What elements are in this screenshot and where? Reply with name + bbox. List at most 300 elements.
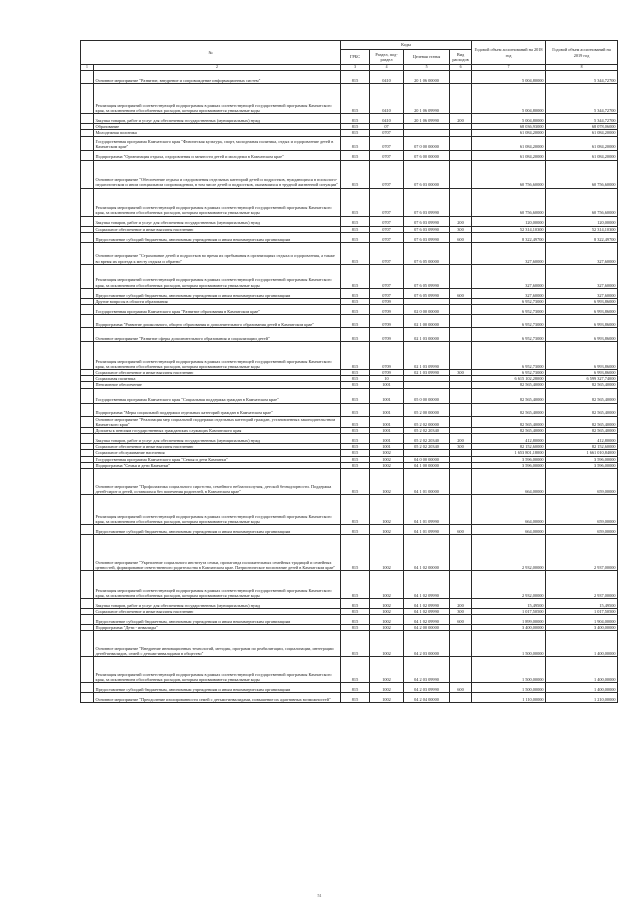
cell-target-article: 04 2 03 09990: [404, 657, 450, 683]
cell-index: [81, 495, 94, 525]
cell-expense-type: [450, 342, 472, 370]
cell-target-article: 04 1 02 00000: [404, 535, 450, 571]
header-year-2019: Годовой объем ассигнований на 2019 год: [546, 41, 618, 65]
cell-target-article: 04 1 01 09990: [404, 525, 450, 535]
budget-sheet: [80, 40, 617, 703]
header-grbs: ГРБС: [341, 50, 370, 65]
cell-target-article: 02 1 00 00000: [404, 315, 450, 328]
cell-grbs: 815: [341, 388, 370, 403]
cell-razdel: 0707: [370, 232, 404, 242]
table-row: [81, 71, 618, 84]
cell-razdel: 1002: [370, 631, 404, 657]
cell-amount-2019: 82 565,40000: [546, 403, 618, 416]
cell-amount-2018: 15,49500: [472, 599, 546, 609]
cell-grbs: 815: [341, 376, 370, 382]
cell-target-article: 02 1 03 00000: [404, 328, 450, 342]
cell-grbs: 815: [341, 232, 370, 242]
table-row: [81, 315, 618, 328]
cell-name: Основное мероприятие "Развитие сферы дополнительного образования и социализации детей": [94, 328, 341, 342]
page-number: 51: [317, 893, 322, 898]
cell-amount-2018: 82 565,40000: [472, 416, 546, 427]
cell-amount-2019: 1 661 010,84000: [546, 450, 618, 456]
cell-expense-type: [450, 71, 472, 84]
header-num: №: [81, 41, 341, 65]
cell-expense-type: 600: [450, 232, 472, 242]
cell-index: [81, 693, 94, 703]
cell-name: Подпрограмма "Организация отдыха, оздоровления и занятости детей и молодежи в Камчатском крае": [94, 150, 341, 160]
cell-amount-2019: 412,80000: [546, 434, 618, 444]
cell-amount-2018: 120,00000: [472, 216, 546, 226]
cell-index: [81, 525, 94, 535]
cell-razdel: 0707: [370, 226, 404, 232]
cell-grbs: 815: [341, 242, 370, 264]
cell-amount-2018: 6 952,73000: [472, 328, 546, 342]
cell-target-article: 07 6 03 09990: [404, 226, 450, 232]
table-row: [81, 495, 618, 525]
cell-amount-2019: 8 322,49700: [546, 232, 618, 242]
cell-amount-2019: 61 084,20000: [546, 130, 618, 136]
cell-razdel: 0707: [370, 188, 404, 216]
table-row: [81, 328, 618, 342]
table-row: [81, 232, 618, 242]
table-row: [81, 216, 618, 226]
cell-target-article: 04 1 01 09990: [404, 495, 450, 525]
cell-name: Закупка товаров, работ и услуг для обеспечения государственных (муниципальных) нужд: [94, 434, 341, 444]
cell-grbs: 815: [341, 370, 370, 376]
cell-grbs: 815: [341, 124, 370, 130]
table-header: [81, 41, 618, 71]
cell-index: [81, 469, 94, 495]
cell-expense-type: 600: [450, 525, 472, 535]
cell-amount-2019: 1 400,00000: [546, 683, 618, 693]
cell-razdel: 1001: [370, 428, 404, 434]
cell-amount-2018: 664,00000: [472, 525, 546, 535]
cell-grbs: 815: [341, 683, 370, 693]
cell-razdel: 0709: [370, 342, 404, 370]
cell-target-article: 04 1 00 00000: [404, 462, 450, 468]
cell-index: [81, 342, 94, 370]
cell-amount-2019: 5 344,72700: [546, 71, 618, 84]
cell-razdel: 10: [370, 376, 404, 382]
cell-amount-2018: 5 004,80000: [472, 71, 546, 84]
cell-target-article: 07 6 03 09990: [404, 232, 450, 242]
cell-index: [81, 683, 94, 693]
table-row: [81, 571, 618, 599]
cell-razdel: 0707: [370, 150, 404, 160]
table-row: [81, 469, 618, 495]
cell-amount-2019: 3 596,00000: [546, 462, 618, 468]
cell-amount-2018: 1 500,00000: [472, 631, 546, 657]
cell-grbs: 815: [341, 342, 370, 370]
cell-amount-2018: 412,80000: [472, 434, 546, 444]
cell-name: Предоставление субсидий бюджетным, автономным учреждениям и иным некоммерческим организациям: [94, 683, 341, 693]
cell-amount-2019: 3 596,00000: [546, 456, 618, 462]
cell-index: [81, 615, 94, 625]
cell-amount-2019: 5 344,72700: [546, 114, 618, 124]
cell-razdel: 1002: [370, 450, 404, 456]
cell-index: [81, 305, 94, 315]
cell-index: [81, 150, 94, 160]
cell-index: [81, 114, 94, 124]
cell-index: [81, 631, 94, 657]
cell-name: Другие вопросы в области образования: [94, 298, 341, 304]
cell-name: Предоставление субсидий бюджетным, автономным учреждениям и иным некоммерческим организациям: [94, 615, 341, 625]
cell-amount-2019: 6 993,86000: [546, 305, 618, 315]
cell-expense-type: [450, 571, 472, 599]
cell-grbs: 815: [341, 434, 370, 444]
cell-razdel: 1002: [370, 525, 404, 535]
cell-amount-2018: 82 565,40000: [472, 403, 546, 416]
cell-expense-type: 300: [450, 370, 472, 376]
cell-index: [81, 657, 94, 683]
cell-target-article: 20 1 06 09990: [404, 114, 450, 124]
cell-amount-2018: 3 400,00000: [472, 625, 546, 631]
cell-target-article: 04 1 01 00000: [404, 469, 450, 495]
cell-grbs: 815: [341, 288, 370, 298]
cell-target-article: 05 2 02 20340: [404, 444, 450, 450]
cell-target-article: 05 0 00 00000: [404, 388, 450, 403]
cell-grbs: 815: [341, 693, 370, 703]
cell-amount-2018: 60 756,60000: [472, 188, 546, 216]
cell-index: [81, 71, 94, 84]
cell-razdel: 1002: [370, 657, 404, 683]
table-row: [81, 403, 618, 416]
cell-target-article: 05 2 00 00000: [404, 403, 450, 416]
cell-expense-type: [450, 264, 472, 288]
cell-expense-type: [450, 631, 472, 657]
cell-razdel: 0709: [370, 315, 404, 328]
cell-amount-2019: 1 400,00000: [546, 657, 618, 683]
cell-amount-2018: 1 653 801,18000: [472, 450, 546, 456]
cell-index: [81, 403, 94, 416]
cell-name: Предоставление субсидий бюджетным, автономным учреждениям и иным некоммерческим организациям: [94, 232, 341, 242]
cell-amount-2018: 6 952,73000: [472, 370, 546, 376]
cell-grbs: 815: [341, 160, 370, 188]
table-row: [81, 525, 618, 535]
cell-amount-2019: 327,60000: [546, 264, 618, 288]
cell-name: Социальная политика: [94, 376, 341, 382]
cell-name: Основное мероприятие "Внедрение инновационных технологий, методик, программ по реабилитации, социализации, интеграции детей-инвалидов, семей с детьми-инвалидами в общество": [94, 631, 341, 657]
cell-grbs: 815: [341, 114, 370, 124]
cell-target-article: 05 2 02 20340: [404, 434, 450, 444]
table-row: [81, 693, 618, 703]
cell-amount-2019: 15,49500: [546, 599, 618, 609]
cell-grbs: 815: [341, 599, 370, 609]
cell-index: [81, 242, 94, 264]
cell-target-article: 04 2 03 00000: [404, 631, 450, 657]
cell-expense-type: [450, 693, 472, 703]
cell-grbs: 815: [341, 130, 370, 136]
cell-grbs: 815: [341, 84, 370, 114]
cell-amount-2019: 6 993,86000: [546, 370, 618, 376]
cell-target-article: 07 6 05 00000: [404, 242, 450, 264]
cell-name: Подпрограмма "Семья и дети Камчатки": [94, 462, 341, 468]
cell-name: Реализация мероприятий соответствующей подпрограммы в рамках соответствующей государственной программы Камчатского края, за исключением обособленных расходов, которым присваиваются уникальные коды: [94, 495, 341, 525]
table-row: [81, 342, 618, 370]
cell-amount-2018: 52 314,10300: [472, 226, 546, 232]
cell-razdel: 0707: [370, 264, 404, 288]
cell-razdel: 1002: [370, 615, 404, 625]
cell-grbs: 815: [341, 462, 370, 468]
header-year-2018: Годовой объем ассигнований на 2018 год: [472, 41, 546, 65]
cell-amount-2018: 61 084,20000: [472, 130, 546, 136]
cell-amount-2018: 1 500,00000: [472, 657, 546, 683]
cell-amount-2018: 3 596,00000: [472, 456, 546, 462]
cell-razdel: 07: [370, 124, 404, 130]
cell-amount-2018: 327,60000: [472, 264, 546, 288]
cell-grbs: 815: [341, 150, 370, 160]
cell-grbs: 815: [341, 403, 370, 416]
cell-expense-type: [450, 469, 472, 495]
cell-expense-type: 200: [450, 216, 472, 226]
cell-target-article: 04 2 00 00000: [404, 625, 450, 631]
cell-target-article: 04 1 02 09990: [404, 599, 450, 609]
cell-amount-2018: 664,00000: [472, 495, 546, 525]
cell-name: Реализация мероприятий соответствующей подпрограммы в рамках соответствующей государственной программы Камчатского края, за исключением обособленных расходов, которым присваиваются уникальные коды: [94, 342, 341, 370]
cell-amount-2018: 1 500,00000: [472, 683, 546, 693]
cell-grbs: 815: [341, 416, 370, 427]
cell-amount-2018: 6 615 102,28000: [472, 376, 546, 382]
cell-name: Реализация мероприятий соответствующей подпрограммы в рамках соответствующей государственной программы Камчатского края, за исключением обособленных расходов, которым присваиваются уникальные коды: [94, 571, 341, 599]
cell-expense-type: [450, 416, 472, 427]
header-col-number: 1: [81, 65, 94, 71]
cell-target-article: 07 6 03 09990: [404, 216, 450, 226]
cell-amount-2018: 6 952,73000: [472, 305, 546, 315]
cell-amount-2018: 1 110,00000: [472, 693, 546, 703]
cell-amount-2018: 327,60000: [472, 288, 546, 298]
cell-target-article: 04 2 04 00000: [404, 693, 450, 703]
header-col-number: 3: [341, 65, 370, 71]
header-col-number: 6: [450, 65, 472, 71]
cell-amount-2018: 1 899,00000: [472, 615, 546, 625]
cell-expense-type: [450, 315, 472, 328]
cell-name: Реализация мероприятий соответствующей подпрограммы в рамках соответствующей государственной программы Камчатского края, за исключением обособленных расходов, которым присваиваются уникальные коды: [94, 657, 341, 683]
cell-expense-type: 600: [450, 683, 472, 693]
cell-name: Подпрограмма "Развитие дошкольного, общего образования и дополнительного образования детей в Камчатском крае": [94, 315, 341, 328]
cell-index: [81, 216, 94, 226]
cell-amount-2019: 6 599 327,74000: [546, 376, 618, 382]
cell-expense-type: 600: [450, 615, 472, 625]
cell-expense-type: [450, 388, 472, 403]
cell-expense-type: 200: [450, 599, 472, 609]
cell-name: Основное мероприятие "Обеспечение отдыха и оздоровления отдельных категорий детей и подростков, нуждающихся в психолого-педагогическом и ином специальном сопровождении, в том числе детей и подростков, оказавшихся в трудной жизненной ситуации": [94, 160, 341, 188]
cell-index: [81, 328, 94, 342]
cell-name: Пенсионное обеспечение: [94, 382, 341, 388]
cell-amount-2019: 1 400,00000: [546, 631, 618, 657]
cell-expense-type: [450, 136, 472, 150]
cell-razdel: 0707: [370, 216, 404, 226]
cell-grbs: 815: [341, 631, 370, 657]
cell-name: Молодежная политика: [94, 130, 341, 136]
cell-target-article: 02 1 03 09990: [404, 370, 450, 376]
cell-amount-2019: 5 344,72700: [546, 84, 618, 114]
table-row: [81, 535, 618, 571]
cell-target-article: 20 1 06 09990: [404, 84, 450, 114]
cell-amount-2019: 6 993,86000: [546, 298, 618, 304]
cell-name: Основное мероприятие "Страхование детей и подростков во время их пребывания в организациях отдыха и оздоровления, а также во время их проезда к месту отдыха и обратно": [94, 242, 341, 264]
cell-expense-type: 600: [450, 288, 472, 298]
table-row: [81, 288, 618, 298]
cell-grbs: 815: [341, 428, 370, 434]
table-body: [81, 71, 618, 703]
table-row: [81, 434, 618, 444]
cell-target-article: 02 0 00 00000: [404, 305, 450, 315]
table-row: [81, 188, 618, 216]
cell-amount-2019: 82 565,40000: [546, 382, 618, 388]
cell-name: Государственная программа Камчатского края "Физическая культура, спорт, молодежная политика, отдых и оздоровление детей в Камчатском крае": [94, 136, 341, 150]
cell-index: [81, 84, 94, 114]
cell-name: Реализация мероприятий соответствующей подпрограммы в рамках соответствующей государственной программы Камчатского края, за исключением обособленных расходов, которым присваиваются уникальные коды: [94, 188, 341, 216]
cell-index: [81, 160, 94, 188]
cell-amount-2019: 327,60000: [546, 242, 618, 264]
cell-amount-2018: 2 932,00000: [472, 535, 546, 571]
cell-expense-type: [450, 160, 472, 188]
table-row: [81, 657, 618, 683]
cell-razdel: 1002: [370, 469, 404, 495]
cell-expense-type: [450, 84, 472, 114]
cell-amount-2019: 120,00000: [546, 216, 618, 226]
cell-razdel: 0707: [370, 242, 404, 264]
cell-razdel: 1002: [370, 571, 404, 599]
cell-razdel: 0707: [370, 130, 404, 136]
cell-name: Образование: [94, 124, 341, 130]
cell-grbs: 815: [341, 525, 370, 535]
cell-razdel: 1002: [370, 609, 404, 615]
table-row: [81, 615, 618, 625]
cell-target-article: 04 0 00 00000: [404, 456, 450, 462]
cell-name: Государственная программа Камчатского края "Развитие образования в Камчатском крае": [94, 305, 341, 315]
cell-razdel: 0707: [370, 160, 404, 188]
cell-target-article: 07 6 03 09990: [404, 188, 450, 216]
cell-name: Социальное обеспечение и иные выплаты населению: [94, 444, 341, 450]
table-row: [81, 683, 618, 693]
cell-grbs: 815: [341, 450, 370, 456]
cell-amount-2019: 3 400,00000: [546, 625, 618, 631]
cell-name: Основное мероприятие "Преодоление изолированности семей с детьми-инвалидами, повышение их адаптивных возможностей": [94, 693, 341, 703]
cell-target-article: 07 6 00 00000: [404, 150, 450, 160]
cell-name: Социальное обслуживание населения: [94, 450, 341, 456]
header-col-number: 4: [370, 65, 404, 71]
cell-amount-2018: 82 565,40000: [472, 428, 546, 434]
cell-target-article: 07 6 03 00000: [404, 160, 450, 188]
cell-target-article: 02 1 03 09990: [404, 342, 450, 370]
cell-amount-2019: 659,00000: [546, 525, 618, 535]
cell-amount-2019: 1 904,00000: [546, 615, 618, 625]
cell-razdel: 1002: [370, 495, 404, 525]
cell-index: [81, 434, 94, 444]
cell-razdel: 0707: [370, 288, 404, 298]
cell-name: Подпрограмма "Меры социальной поддержки отдельных категорий граждан в Камчатском крае": [94, 403, 341, 416]
cell-name: Реализация мероприятий соответствующей подпрограммы в рамках соответствующей государственной программы Камчатского края, за исключением обособленных расходов, которым присваиваются уникальные коды: [94, 264, 341, 288]
cell-razdel: 0410: [370, 84, 404, 114]
cell-grbs: 815: [341, 136, 370, 150]
cell-amount-2019: 52 314,10300: [546, 226, 618, 232]
cell-expense-type: 300: [450, 444, 472, 450]
cell-amount-2019: 60 756,60000: [546, 160, 618, 188]
cell-grbs: 815: [341, 226, 370, 232]
cell-grbs: 815: [341, 188, 370, 216]
cell-amount-2019: 6 993,86000: [546, 315, 618, 328]
cell-target-article: 04 1 02 09990: [404, 571, 450, 599]
cell-target-article: 04 2 03 09990: [404, 683, 450, 693]
cell-grbs: 815: [341, 264, 370, 288]
cell-amount-2018: 61 084,20000: [472, 150, 546, 160]
cell-razdel: 1001: [370, 434, 404, 444]
table-row: [81, 160, 618, 188]
cell-amount-2018: 3 596,00000: [472, 462, 546, 468]
cell-amount-2018: 60 756,60000: [472, 160, 546, 188]
cell-razdel: 0709: [370, 328, 404, 342]
cell-name: Закупка товаров, работ и услуг для обеспечения государственных (муниципальных) нужд: [94, 216, 341, 226]
header-col-number: 2: [94, 65, 341, 71]
cell-index: [81, 571, 94, 599]
cell-amount-2019: 1 017,50500: [546, 609, 618, 615]
cell-index: [81, 136, 94, 150]
cell-amount-2018: 327,60000: [472, 242, 546, 264]
cell-amount-2018: 6 952,73000: [472, 315, 546, 328]
cell-grbs: 815: [341, 657, 370, 683]
cell-amount-2019: 61 084,20000: [546, 150, 618, 160]
cell-amount-2018: 6 952,73000: [472, 342, 546, 370]
cell-target-article: 05 2 02 00000: [404, 416, 450, 427]
table-row: [81, 599, 618, 609]
cell-razdel: 0410: [370, 114, 404, 124]
cell-amount-2019: 82 565,40000: [546, 388, 618, 403]
cell-razdel: 1001: [370, 403, 404, 416]
header-target-article: Целевая статья: [404, 50, 450, 65]
cell-expense-type: [450, 495, 472, 525]
cell-index: [81, 188, 94, 216]
cell-razdel: 0410: [370, 71, 404, 84]
header-col-number: 8: [546, 65, 618, 71]
cell-amount-2018: 5 004,80000: [472, 114, 546, 124]
cell-grbs: 815: [341, 625, 370, 631]
cell-target-article: 20 1 06 00000: [404, 71, 450, 84]
cell-amount-2019: 6 993,86000: [546, 342, 618, 370]
cell-grbs: 815: [341, 315, 370, 328]
cell-razdel: 1002: [370, 456, 404, 462]
cell-expense-type: 200: [450, 434, 472, 444]
cell-expense-type: [450, 657, 472, 683]
cell-index: [81, 232, 94, 242]
cell-amount-2019: 68 078,06000: [546, 124, 618, 130]
cell-index: [81, 599, 94, 609]
table-row: [81, 242, 618, 264]
cell-razdel: 0709: [370, 370, 404, 376]
cell-razdel: 1002: [370, 599, 404, 609]
cell-amount-2019: 61 084,20000: [546, 136, 618, 150]
cell-expense-type: 200: [450, 114, 472, 124]
cell-amount-2018: 1 017,50500: [472, 609, 546, 615]
cell-amount-2018: 2 932,00000: [472, 571, 546, 599]
cell-amount-2018: 82 565,40000: [472, 382, 546, 388]
cell-expense-type: [450, 150, 472, 160]
cell-amount-2018: 664,00000: [472, 469, 546, 495]
cell-amount-2019: 327,60000: [546, 288, 618, 298]
cell-target-article: 07 6 05 09990: [404, 288, 450, 298]
cell-grbs: 815: [341, 535, 370, 571]
cell-expense-type: 300: [450, 226, 472, 232]
cell-index: [81, 315, 94, 328]
table-row: [81, 150, 618, 160]
cell-amount-2018: 61 084,20000: [472, 136, 546, 150]
cell-razdel: 1001: [370, 382, 404, 388]
cell-name: Предоставление субсидий бюджетным, автономным учреждениям и иным некоммерческим организациям: [94, 525, 341, 535]
cell-grbs: 815: [341, 382, 370, 388]
header-col-number: 5: [404, 65, 450, 71]
cell-name: Государственная программа Камчатского края "Социальная поддержка граждан в Камчатском крае": [94, 388, 341, 403]
cell-name: Основное мероприятие "Укрепление социального института семьи, пропаганда положительных семейных традиций и семейных ценностей, формирование ответственного родительства в Камчатском крае. Патриотическое воспитание детей в Камчатском крае": [94, 535, 341, 571]
